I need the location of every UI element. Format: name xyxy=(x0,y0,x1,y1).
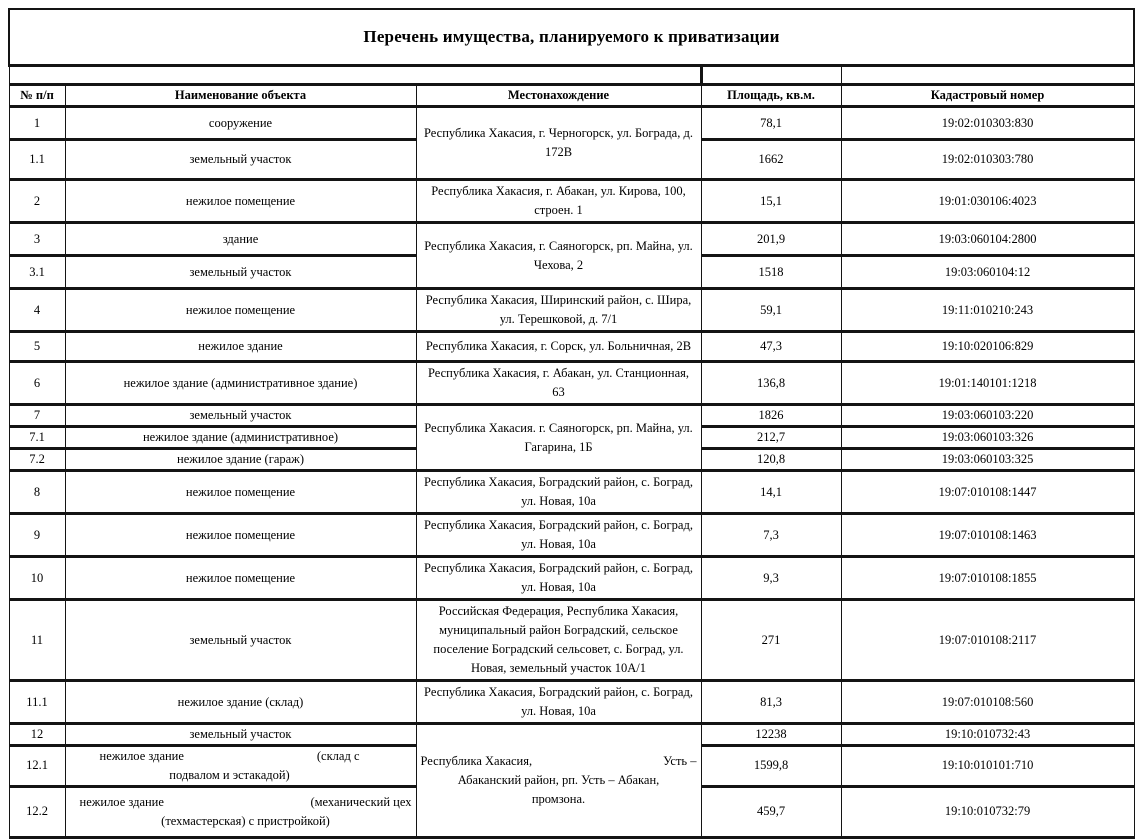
cadastral-number: 19:03:060103:325 xyxy=(841,449,1134,471)
table-row xyxy=(9,471,1134,514)
table-row xyxy=(9,600,1134,681)
page-title: Перечень имущества, планируемого к приватизации xyxy=(9,9,1134,66)
area: 15,1 xyxy=(701,180,841,223)
cadastral-number: 19:03:060103:326 xyxy=(841,427,1134,449)
header-num: № п/п xyxy=(9,85,65,107)
row-num: 9 xyxy=(9,514,65,557)
spacer-cell-left xyxy=(9,66,701,85)
spacer-cell-area xyxy=(701,66,841,85)
area: 9,3 xyxy=(701,557,841,600)
table-row xyxy=(9,405,1134,427)
location: Республика Хакасия, г. Черногорск, ул. Бограда, д. 172В xyxy=(416,107,701,180)
table-row xyxy=(9,332,1134,362)
cadastral-number: 19:02:010303:780 xyxy=(841,140,1134,180)
cadastral-number: 19:03:060103:220 xyxy=(841,405,1134,427)
area: 12238 xyxy=(701,724,841,746)
table-row xyxy=(9,107,1134,140)
location: Республика Хакасия, Боградский район, с. Боград, ул. Новая, 10а xyxy=(416,514,701,557)
object-name: нежилое здание (гараж) xyxy=(65,449,416,471)
object-name-line2: подвалом и эстакадой) xyxy=(169,767,290,782)
area: 7,3 xyxy=(701,514,841,557)
table-row xyxy=(9,724,1134,746)
area: 59,1 xyxy=(701,289,841,332)
cadastral-number: 19:03:060104:12 xyxy=(841,256,1134,289)
location: Республика Хакасия. г. Саяногорск, рп. Майна, ул. Гагарина, 1Б xyxy=(416,405,701,471)
area: 1662 xyxy=(701,140,841,180)
row-num: 6 xyxy=(9,362,65,405)
row-num: 1.1 xyxy=(9,140,65,180)
privatization-table xyxy=(8,8,1135,839)
area: 1599,8 xyxy=(701,746,841,787)
location: Республика Хакасия, г. Абакан, ул. Кирова, 100, строен. 1 xyxy=(416,180,701,223)
row-num: 7 xyxy=(9,405,65,427)
header-row xyxy=(9,85,1134,107)
header-object-name: Наименование объекта xyxy=(65,85,416,107)
table-row xyxy=(9,289,1134,332)
header-area: Площадь, кв.м. xyxy=(701,85,841,107)
row-num: 5 xyxy=(9,332,65,362)
row-num: 8 xyxy=(9,471,65,514)
location-line3: промзона. xyxy=(531,791,586,806)
cadastral-number: 19:01:140101:1218 xyxy=(841,362,1134,405)
area: 1518 xyxy=(701,256,841,289)
area: 14,1 xyxy=(701,471,841,514)
area: 120,8 xyxy=(701,449,841,471)
table-row xyxy=(9,681,1134,724)
row-num: 11 xyxy=(9,600,65,681)
location: Республика Хакасия, г. Сорск, ул. Больничная, 2В xyxy=(416,332,701,362)
table-row xyxy=(9,362,1134,405)
object-name: земельный участок xyxy=(65,256,416,289)
object-name: нежилое здание (склад) xyxy=(65,681,416,724)
area: 201,9 xyxy=(701,223,841,256)
object-name: земельный участок xyxy=(65,405,416,427)
document-sheet xyxy=(8,8,1133,839)
cadastral-number: 19:10:010101:710 xyxy=(841,746,1134,787)
object-name-line1-left: нежилое здание xyxy=(79,794,164,809)
location xyxy=(416,724,701,838)
cadastral-number: 19:03:060104:2800 xyxy=(841,223,1134,256)
cadastral-number: 19:07:010108:1855 xyxy=(841,557,1134,600)
object-name: здание xyxy=(65,223,416,256)
cadastral-number: 19:11:010210:243 xyxy=(841,289,1134,332)
table-row xyxy=(9,514,1134,557)
object-name: нежилое здание (административное здание) xyxy=(65,362,416,405)
spacer-cell-cadastral xyxy=(841,66,1134,85)
object-name: нежилое здание (административное) xyxy=(65,427,416,449)
row-num: 12.2 xyxy=(9,786,65,837)
header-location: Местонахождение xyxy=(416,85,701,107)
cadastral-number: 19:01:030106:4023 xyxy=(841,180,1134,223)
object-name: нежилое помещение xyxy=(65,514,416,557)
table-row xyxy=(9,557,1134,600)
location-line1-right: Усть – xyxy=(663,754,697,769)
row-num: 12.1 xyxy=(9,746,65,787)
title-row xyxy=(9,9,1134,66)
object-name: сооружение xyxy=(65,107,416,140)
location: Республика Хакасия, г. Саяногорск, рп. Майна, ул. Чехова, 2 xyxy=(416,223,701,289)
location-line2: Абаканский район, рп. Усть – Абакан, xyxy=(457,772,660,787)
location: Республика Хакасия, Боградский район, с. Боград, ул. Новая, 10а xyxy=(416,557,701,600)
object-name: нежилое помещение xyxy=(65,180,416,223)
object-name-line2: (техмастерская) с пристройкой) xyxy=(161,813,330,828)
row-num: 12 xyxy=(9,724,65,746)
spacer-row xyxy=(9,66,1134,85)
object-name xyxy=(65,746,416,787)
object-name-line1-left: нежилое здание xyxy=(99,749,184,763)
cadastral-number: 19:07:010108:2117 xyxy=(841,600,1134,681)
object-name xyxy=(65,786,416,837)
object-name: земельный участок xyxy=(65,140,416,180)
table-row xyxy=(9,180,1134,223)
location-line1-left: Республика Хакасия, xyxy=(420,754,533,769)
header-cadastral: Кадастровый номер xyxy=(841,85,1134,107)
object-name-line1-right: (склад с xyxy=(316,749,360,763)
row-num: 11.1 xyxy=(9,681,65,724)
location: Республика Хакасия, Боградский район, с. Боград, ул. Новая, 10а xyxy=(416,681,701,724)
row-num: 1 xyxy=(9,107,65,140)
object-name: нежилое здание xyxy=(65,332,416,362)
object-name: нежилое помещение xyxy=(65,471,416,514)
area: 47,3 xyxy=(701,332,841,362)
object-name: земельный участок xyxy=(65,600,416,681)
cadastral-number: 19:10:010732:43 xyxy=(841,724,1134,746)
row-num: 2 xyxy=(9,180,65,223)
object-name: нежилое помещение xyxy=(65,289,416,332)
row-num: 10 xyxy=(9,557,65,600)
area: 1826 xyxy=(701,405,841,427)
object-name: нежилое помещение xyxy=(65,557,416,600)
cadastral-number: 19:02:010303:830 xyxy=(841,107,1134,140)
table-row xyxy=(9,223,1134,256)
row-num: 7.1 xyxy=(9,427,65,449)
area: 459,7 xyxy=(701,786,841,837)
row-num: 7.2 xyxy=(9,449,65,471)
cadastral-number: 19:07:010108:1447 xyxy=(841,471,1134,514)
cadastral-number: 19:07:010108:560 xyxy=(841,681,1134,724)
cadastral-number: 19:10:010732:79 xyxy=(841,786,1134,837)
location: Республика Хакасия, Ширинский район, с. Шира, ул. Терешковой, д. 7/1 xyxy=(416,289,701,332)
row-num: 3.1 xyxy=(9,256,65,289)
location: Республика Хакасия, Боградский район, с. Боград, ул. Новая, 10а xyxy=(416,471,701,514)
area: 81,3 xyxy=(701,681,841,724)
object-name: земельный участок xyxy=(65,724,416,746)
location: Российская Федерация, Республика Хакасия, муниципальный район Боградский, сельское поселение Боградский сельсовет, с. Боград, ул. Новая, земельный участок 10А/1 xyxy=(416,600,701,681)
location: Республика Хакасия, г. Абакан, ул. Станционная, 63 xyxy=(416,362,701,405)
area: 212,7 xyxy=(701,427,841,449)
cadastral-number: 19:10:020106:829 xyxy=(841,332,1134,362)
object-name-line1-right: (механический цех xyxy=(310,794,412,809)
area: 271 xyxy=(701,600,841,681)
area: 78,1 xyxy=(701,107,841,140)
cadastral-number: 19:07:010108:1463 xyxy=(841,514,1134,557)
row-num: 4 xyxy=(9,289,65,332)
area: 136,8 xyxy=(701,362,841,405)
row-num: 3 xyxy=(9,223,65,256)
